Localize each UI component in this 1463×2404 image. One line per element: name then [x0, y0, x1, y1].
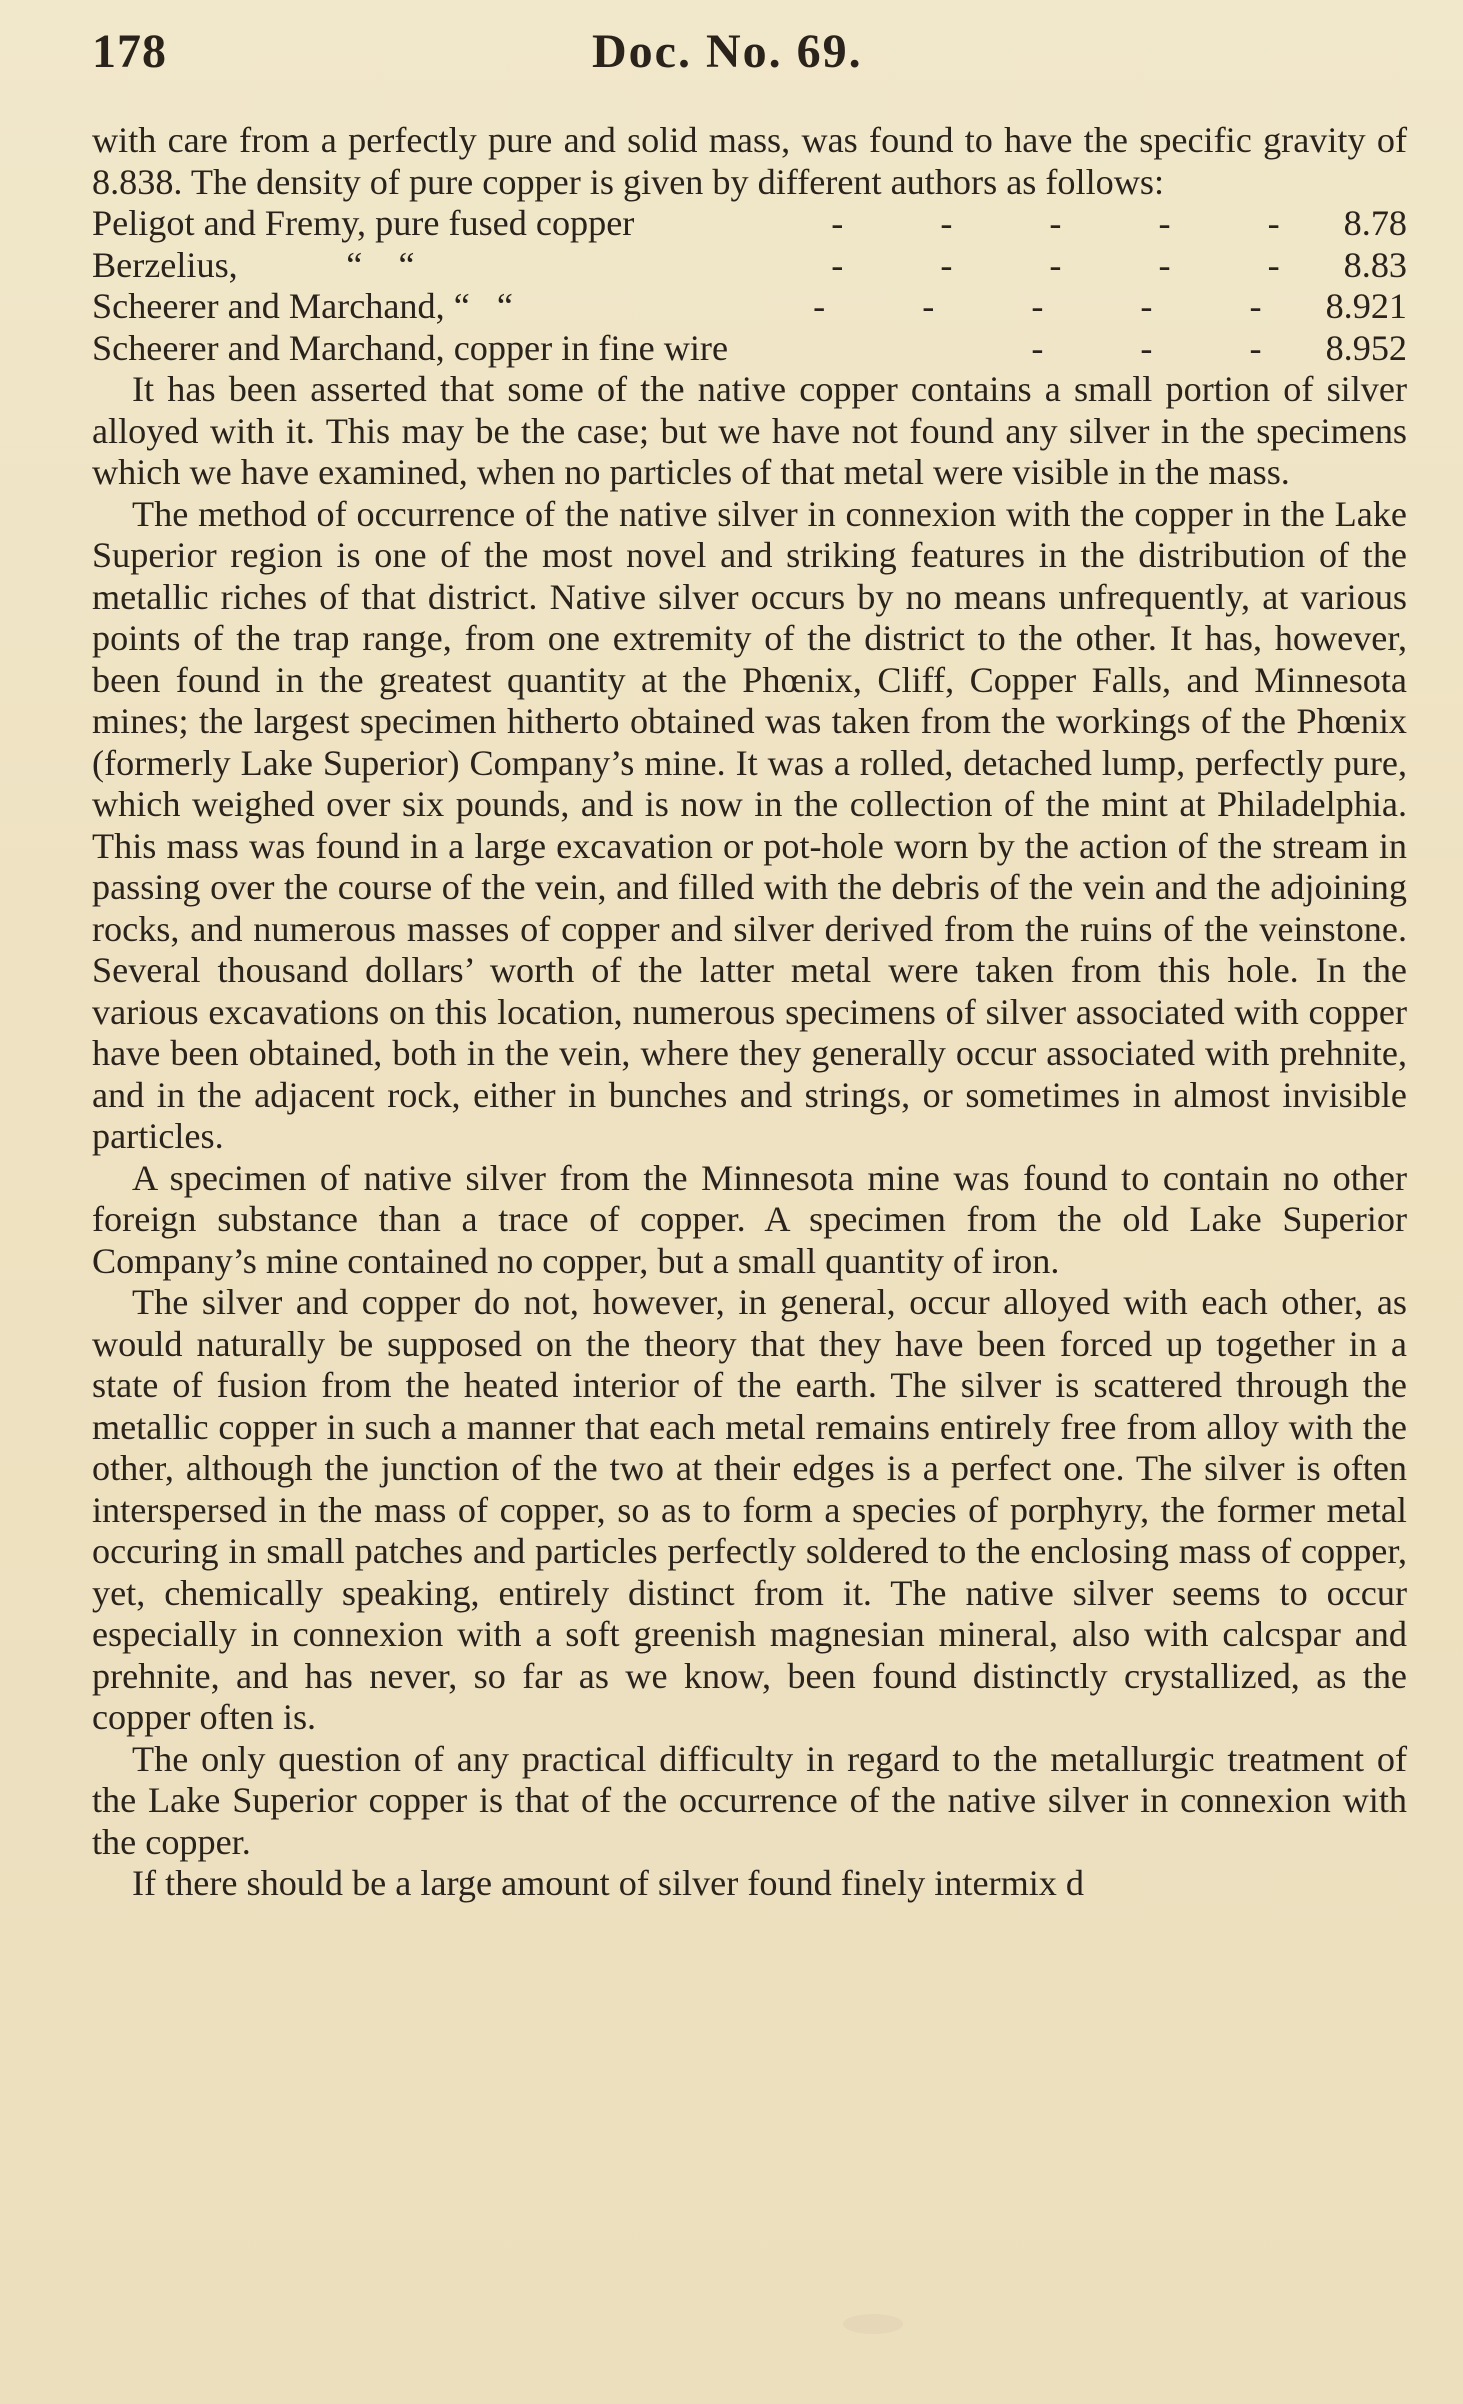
page-number: 178	[92, 25, 167, 78]
density-row	[92, 245, 1407, 287]
density-source: Scheerer and Marchand, copper in fine wire	[92, 327, 729, 368]
density-source: Berzelius, “ “	[92, 244, 415, 285]
paragraph-metallurgic: The only question of any practical difficulty in regard to the metallurgic treatment of the Lake Superior copper is that of the occurrence of the native silver in connexion with the copper.	[92, 1738, 1407, 1862]
paragraph-silver-alloy: It has been asserted that some of the native copper contains a small portion of silver alloyed with it. This may be the case; but we have not found any silver in the specimens which we have examined, when no particles of that metal were visible in the mass.	[92, 369, 1407, 492]
density-row	[92, 328, 1407, 370]
page-header	[92, 18, 1407, 80]
page-body	[92, 120, 1407, 1905]
document-title: Doc. No. 69.	[592, 25, 863, 78]
paragraph-final-line: If there should be a large amount of silver found finely intermix d	[132, 1863, 1085, 1903]
density-value: 8.78	[1343, 203, 1407, 243]
leader-dashes: - - - - -	[831, 244, 1324, 285]
density-table	[92, 203, 1407, 369]
density-source: Scheerer and Marchand, “ “	[92, 286, 513, 326]
density-value: 8.952	[1325, 327, 1407, 368]
density-row	[92, 286, 1407, 328]
paragraph-not-alloyed: The silver and copper do not, however, in general, occur alloyed with each other, as would naturally be supposed on the theory that they have been forced up together in a state of fusion from the heated interior of the earth. The silver is scattered through the metallic copper in such a manner that each metal remains entirely free from alloy with the other, although the junction of the two at their edges is a perfect one. The silver is often interspersed in the mass of copper, so as to form a species of porphyry, the former metal occuring in small patches and particles perfectly soldered to the enclosing mass of copper, yet, chemically speaking, entirely distinct from it. The native silver seems to occur especially in connexion with a soft greenish magnesian mineral, also with calcspar and prehnite, and has never, so far as we know, been found distinctly crystallized, as the copper often is.	[92, 1282, 1407, 1737]
leader-dashes: - - -	[1031, 327, 1306, 368]
leader-dashes: - - - - -	[831, 203, 1324, 243]
density-source: Peligot and Fremy, pure fused copper	[92, 203, 635, 243]
density-value: 8.921	[1325, 286, 1407, 326]
leader-dashes: - - - - -	[813, 286, 1306, 326]
paragraph-occurrence: The method of occurrence of the native silver in connexion with the copper in the Lake Superior region is one of the most novel and striking features in the distribution of the metallic riches of that district. Native silver occurs by no means unfrequently, at various points of the trap range, from one extremity of the district to the other. It has, however, been found in the greatest quantity at the Phœnix, Cliff, Copper Falls, and Minnesota mines; the largest specimen hitherto obtained was taken from the workings of the Phœnix (formerly Lake Superior) Company’s mine. It was a rolled, detached lump, perfectly pure, which weighed over six pounds, and is now in the collection of the mint at Philadelphia. This mass was found in a large excavation or pot-hole worn by the action of the stream in passing over the course of the vein, and filled with the debris of the vein and the adjoining rocks, and numerous masses of copper and silver derived from the ruins of the veinstone. Several thousand dollars’ worth of the latter metal were taken from this hole. In the various excavations on this location, numerous specimens of silver associated with copper have been obtained, both in the vein, where they generally occur associated with prehnite, and in the adjacent rock, either in bunches and strings, or sometimes in almost invisible particles.	[92, 493, 1407, 1156]
density-row	[92, 203, 1407, 245]
intro-paragraph: with care from a perfectly pure and solid mass, was found to have the specific gravity of 8.838. The density of pure copper is given by different authors as follows:	[92, 120, 1407, 202]
paragraph-specimen: A specimen of native silver from the Minnesota mine was found to contain no other foreign substance than a trace of copper. A specimen from the old Lake Superior Company’s mine contained no copper, but a small quantity of iron.	[92, 1157, 1407, 1281]
paper-smudge	[843, 2314, 903, 2334]
density-value: 8.83	[1343, 244, 1407, 285]
